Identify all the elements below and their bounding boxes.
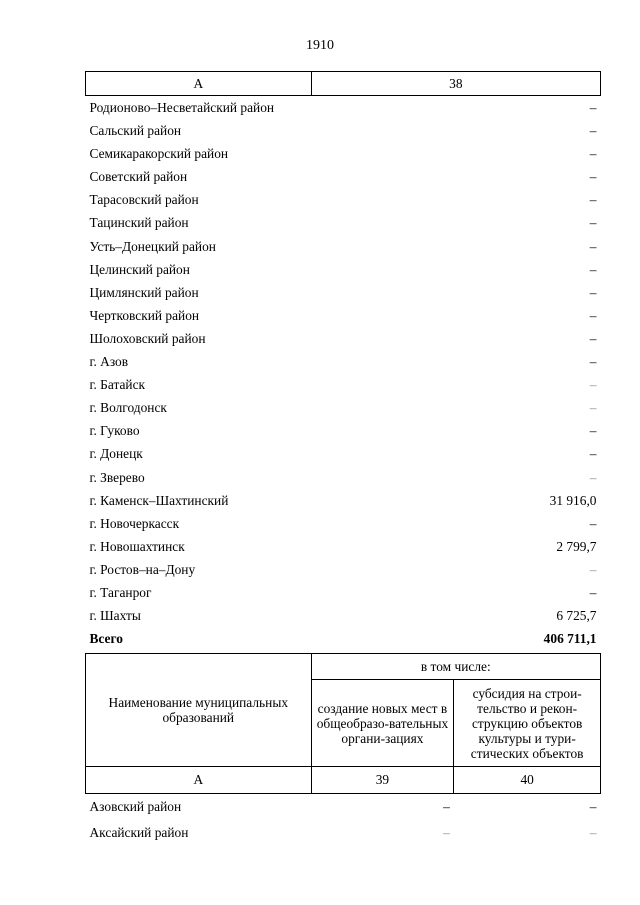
amount-value: – <box>589 123 597 139</box>
municipality-name: г. Каменск–Шахтинский <box>89 492 229 508</box>
municipality-name: Тарасовский район <box>89 192 199 208</box>
table-row <box>86 558 601 581</box>
table-row <box>86 489 601 512</box>
amount-value: – <box>589 561 597 577</box>
amount-value: – <box>589 400 597 416</box>
table-row <box>86 211 601 234</box>
header-cell-38: 38 <box>311 72 600 96</box>
amount-value: 6 725,7 <box>556 608 597 624</box>
amount-value: – <box>589 215 597 231</box>
municipality-name: Родионово–Несветайский район <box>89 100 275 115</box>
total-label: Всего <box>89 631 123 647</box>
amount-value: – <box>589 354 597 370</box>
municipality-name: г. Ростов–на–Дону <box>89 561 196 577</box>
municipality-name: Азовский район <box>89 799 182 814</box>
table-row <box>86 604 601 627</box>
municipality-name: г. Новошахтинск <box>89 538 185 554</box>
table-body <box>86 794 601 846</box>
amount-value: – <box>589 584 597 600</box>
header-including-group: в том числе: <box>311 654 600 680</box>
funding-table-col39-40 <box>85 653 601 845</box>
municipality-name: г. Гуково <box>89 423 140 439</box>
table-row <box>86 466 601 489</box>
amount-value: – <box>589 330 597 346</box>
amount-col-40: – <box>589 799 597 814</box>
municipality-name: Семикаракорский район <box>89 146 229 162</box>
table-row <box>86 512 601 535</box>
amount-value: – <box>589 446 597 462</box>
page-number: 1910 <box>306 38 334 53</box>
table-row <box>86 235 601 258</box>
amount-value: – <box>589 307 597 323</box>
total-value: 406 711,1 <box>543 631 597 647</box>
municipality-name: г. Донецк <box>89 446 143 462</box>
table-row <box>86 258 601 281</box>
table-row <box>86 373 601 396</box>
amount-value: – <box>589 423 597 439</box>
municipality-name: г. Волгодонск <box>89 400 167 416</box>
header-municipality-name: Наименование муниципальных образований <box>86 654 312 767</box>
column-index-row <box>86 767 601 794</box>
table-header-row <box>86 72 601 96</box>
municipality-name: Советский район <box>89 169 188 185</box>
municipality-name: Сальский район <box>89 123 182 139</box>
index-cell-40: 40 <box>454 767 601 794</box>
table-row <box>86 396 601 419</box>
amount-col-39: – <box>443 799 450 814</box>
municipality-name: Усть–Донецкий район <box>89 238 216 254</box>
funding-table-col38 <box>85 71 601 650</box>
table-row <box>86 281 601 304</box>
amount-value: – <box>589 238 597 254</box>
amount-col-40: – <box>589 824 597 840</box>
amount-value: – <box>589 146 597 162</box>
index-cell-39: 39 <box>311 767 454 794</box>
table-row <box>86 442 601 465</box>
amount-value: – <box>589 100 597 115</box>
municipality-name: Шолоховский район <box>89 330 206 346</box>
municipality-name: г. Новочеркасск <box>89 515 180 531</box>
amount-value: 31 916,0 <box>549 492 597 508</box>
amount-value: – <box>589 284 597 300</box>
amount-value: – <box>589 261 597 277</box>
municipality-name: г. Батайск <box>89 377 146 393</box>
total-row <box>86 627 601 650</box>
amount-value: 2 799,7 <box>556 538 597 554</box>
table-row <box>86 188 601 211</box>
index-cell-a: А <box>86 767 312 794</box>
amount-value: – <box>589 169 597 185</box>
municipality-name: г. Азов <box>89 354 129 370</box>
header-col-40: субсидия на строи-тельство и рекон-струкцию объектов культуры и тури-стических объектов <box>454 680 601 767</box>
table-row <box>86 350 601 373</box>
municipality-name: Целинский район <box>89 261 190 277</box>
table-row <box>86 794 601 820</box>
municipality-name: г. Зверево <box>89 469 145 485</box>
header-cell-a: А <box>86 72 312 96</box>
table-row <box>86 419 601 442</box>
table-row <box>86 327 601 350</box>
table-row <box>86 535 601 558</box>
amount-value: – <box>589 515 597 531</box>
header-col-39: создание новых мест в общеобразо-вательных органи-зациях <box>311 680 454 767</box>
table-row <box>86 820 601 846</box>
municipality-name: г. Таганрог <box>89 584 152 600</box>
table-row <box>86 581 601 604</box>
table-row <box>86 142 601 165</box>
table-row <box>86 119 601 142</box>
table-row <box>86 304 601 327</box>
amount-col-39: – <box>443 824 450 840</box>
amount-value: – <box>589 192 597 208</box>
municipality-name: Тацинский район <box>89 215 189 231</box>
municipality-name: Аксайский район <box>89 824 189 840</box>
amount-value: – <box>589 377 597 393</box>
table-row <box>86 165 601 188</box>
table-row <box>86 96 601 120</box>
amount-value: – <box>589 469 597 485</box>
municipality-name: Чертковский район <box>89 307 200 323</box>
table-header-row <box>86 654 601 680</box>
table-body <box>86 96 601 628</box>
municipality-name: Цимлянский район <box>89 284 199 300</box>
municipality-name: г. Шахты <box>89 608 141 624</box>
